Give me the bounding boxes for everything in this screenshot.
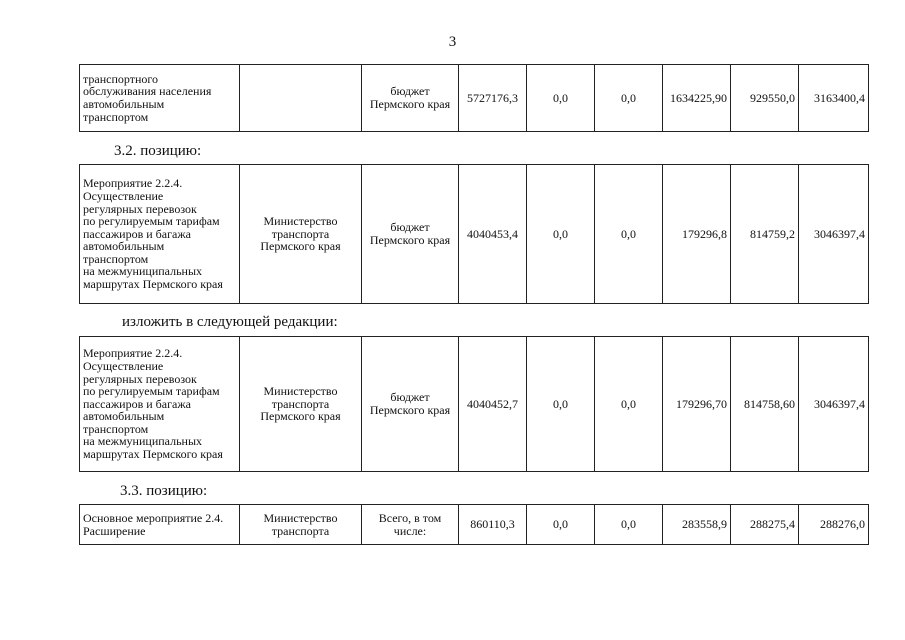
value-cell: 3046397,4	[799, 337, 869, 472]
program-table-3	[79, 336, 869, 472]
value-cell: 860110,3	[459, 505, 527, 545]
value-cell: 288275,4	[731, 505, 799, 545]
executor-cell	[240, 65, 362, 132]
measure-name: Мероприятие 2.2.4. Осуществление регулярных перевозок по регулируемым тарифам пассажиров и багажа автомобильным транспортом на межмуниципальных маршрутах Пермского края	[80, 165, 240, 304]
section-heading-3-3: 3.3. позицию:	[120, 483, 208, 499]
table-row	[80, 165, 869, 304]
value-cell: 929550,0	[731, 65, 799, 132]
value-cell: 179296,70	[663, 337, 731, 472]
program-table-4	[79, 504, 869, 545]
executor-cell: Министерство транспорта	[240, 505, 362, 545]
value-cell: 814759,2	[731, 165, 799, 304]
value-cell: 0,0	[527, 337, 595, 472]
value-cell: 0,0	[595, 65, 663, 132]
measure-name: транспортного обслуживания населения автомобильным транспортом	[80, 65, 240, 132]
value-cell: 288276,0	[799, 505, 869, 545]
table-row	[80, 65, 869, 132]
executor-cell: Министерство транспорта Пермского края	[240, 165, 362, 304]
value-cell: 814758,60	[731, 337, 799, 472]
measure-name: Основное мероприятие 2.4. Расширение	[80, 505, 240, 545]
funding-source: бюджет Пермского края	[362, 65, 459, 132]
value-cell: 0,0	[527, 65, 595, 132]
section-heading-new-edition: изложить в следующей редакции:	[122, 314, 338, 330]
value-cell: 0,0	[595, 505, 663, 545]
program-table-1	[79, 64, 869, 132]
program-table-2	[79, 164, 869, 304]
funding-source: бюджет Пермского края	[362, 337, 459, 472]
measure-name: Мероприятие 2.2.4. Осуществление регулярных перевозок по регулируемым тарифам пассажиров и багажа автомобильным транспортом на межмуниципальных маршрутах Пермского края	[80, 337, 240, 472]
table-row	[80, 505, 869, 545]
value-cell: 0,0	[595, 165, 663, 304]
value-cell: 5727176,3	[459, 65, 527, 132]
value-cell: 0,0	[527, 165, 595, 304]
value-cell: 3046397,4	[799, 165, 869, 304]
value-cell: 1634225,90	[663, 65, 731, 132]
value-cell: 179296,8	[663, 165, 731, 304]
section-heading-3-2: 3.2. позицию:	[114, 143, 202, 159]
funding-source: бюджет Пермского края	[362, 165, 459, 304]
value-cell: 4040453,4	[459, 165, 527, 304]
page-number: 3	[448, 34, 457, 50]
funding-source: Всего, в том числе:	[362, 505, 459, 545]
value-cell: 3163400,4	[799, 65, 869, 132]
value-cell: 0,0	[527, 505, 595, 545]
executor-cell: Министерство транспорта Пермского края	[240, 337, 362, 472]
table-row	[80, 337, 869, 472]
value-cell: 283558,9	[663, 505, 731, 545]
value-cell: 4040452,7	[459, 337, 527, 472]
value-cell: 0,0	[595, 337, 663, 472]
